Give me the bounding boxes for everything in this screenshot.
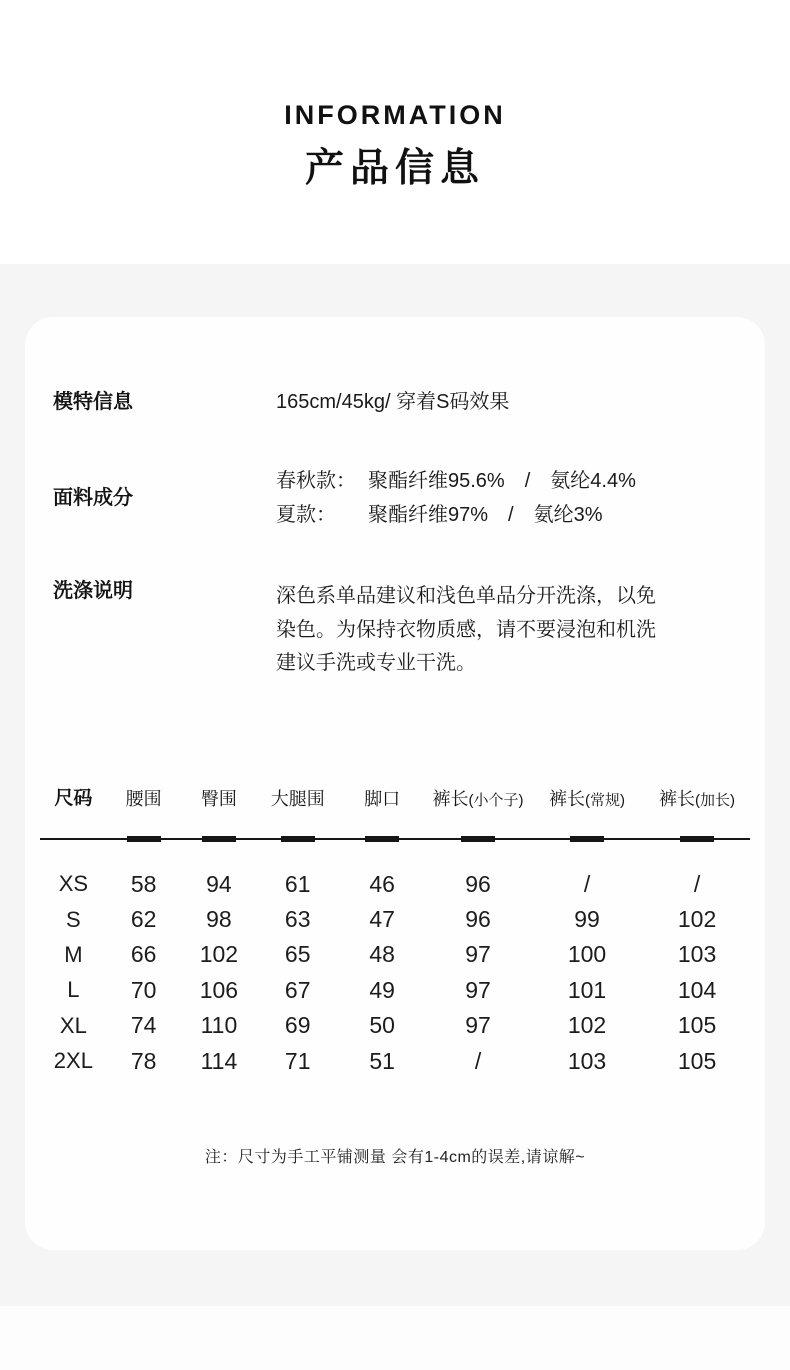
waist-cell: 70 xyxy=(130,976,157,1003)
column-header-label: 裤长 xyxy=(432,788,469,809)
column-header-sublabel: (加长) xyxy=(695,791,736,809)
size-cell: L xyxy=(67,977,80,1003)
legopening-cell: 47 xyxy=(369,906,395,933)
length-regular-cell: 103 xyxy=(567,1047,607,1074)
hip-cell: 114 xyxy=(200,1047,238,1074)
legopening-cell: 50 xyxy=(369,1012,395,1039)
fabric-info-value xyxy=(276,464,636,532)
waist-cell: 66 xyxy=(130,941,157,968)
column-header-label: 臀围 xyxy=(200,788,237,809)
length-regular-cell: 99 xyxy=(574,906,600,933)
legopening-cell: 48 xyxy=(369,941,395,968)
fabric-season-label: 春秋款： xyxy=(276,470,356,492)
fabric-secondary-content: 氨纶3% xyxy=(533,504,603,526)
legopening-cell: 46 xyxy=(369,870,395,897)
hip-cell: 106 xyxy=(199,976,239,1003)
thigh-cell: 63 xyxy=(284,906,311,933)
legopening-cell: 51 xyxy=(369,1047,395,1074)
product-info-rows xyxy=(40,391,750,681)
size-cell: S xyxy=(66,906,81,932)
column-header-length-extended xyxy=(644,787,750,813)
length-regular-cell: 100 xyxy=(567,941,607,968)
size-cell: XL xyxy=(59,1012,87,1038)
length-extended-cell: 105 xyxy=(677,1012,717,1039)
thigh-cell: 67 xyxy=(284,976,311,1003)
thigh-cell: 61 xyxy=(284,870,311,897)
size-cell: 2XL xyxy=(53,1048,93,1074)
table-row-s xyxy=(40,902,750,937)
length-regular-cell: / xyxy=(583,870,591,897)
fabric-info-row xyxy=(53,464,737,532)
page-title-zh: 产品信息 xyxy=(304,147,485,190)
column-header-label: 腰围 xyxy=(125,788,162,809)
divider-tick xyxy=(461,836,495,842)
length-petite-cell: 96 xyxy=(465,870,491,897)
length-petite-cell: 97 xyxy=(465,976,491,1003)
size-chart xyxy=(40,787,750,1079)
measurement-note: 注：尺寸为手工平铺测量 会有1-4cm的误差,请谅解~ xyxy=(204,1148,586,1166)
fabric-separator: / xyxy=(508,504,514,526)
fabric-main-content: 聚酯纤维95.6% xyxy=(368,470,505,492)
column-header-legopening xyxy=(338,787,426,813)
column-header-size xyxy=(40,787,107,813)
fabric-separator: / xyxy=(524,470,531,492)
length-petite-cell: 97 xyxy=(465,1012,491,1039)
thigh-cell: 69 xyxy=(284,1012,311,1039)
fabric-season-label: 夏款： xyxy=(276,504,336,526)
product-info-card xyxy=(25,317,765,1250)
divider-tick xyxy=(365,836,399,842)
washing-info-value xyxy=(276,580,656,681)
model-info-value: 165cm/45kg/ 穿着S码效果 xyxy=(276,391,510,413)
column-header-label: 尺码 xyxy=(54,787,93,809)
fabric-secondary-content: 氨纶4.4% xyxy=(550,470,636,492)
washing-info-row xyxy=(53,580,737,681)
washing-info-label: 洗涤说明 xyxy=(53,580,133,602)
column-header-thigh xyxy=(257,787,338,813)
hip-cell: 102 xyxy=(199,941,239,968)
hip-cell: 110 xyxy=(200,1012,238,1039)
fabric-line-summer xyxy=(276,498,636,532)
length-petite-cell: 96 xyxy=(465,906,491,933)
header-divider-line xyxy=(40,838,750,840)
length-extended-cell: 104 xyxy=(677,976,717,1003)
table-row-m xyxy=(40,937,750,972)
column-header-label: 裤长 xyxy=(549,788,585,809)
washing-text-line: 建议手洗或专业干洗。 xyxy=(276,652,476,674)
divider-tick xyxy=(570,836,604,842)
thigh-cell: 71 xyxy=(284,1047,311,1074)
divider-tick xyxy=(127,836,161,842)
size-chart-body xyxy=(40,867,750,1079)
fabric-main-content: 聚酯纤维97% xyxy=(368,504,489,526)
legopening-cell: 49 xyxy=(369,976,395,1003)
column-header-sublabel: (小个子) xyxy=(468,791,524,809)
table-row-l xyxy=(40,973,750,1008)
thigh-cell: 65 xyxy=(284,941,311,968)
size-cell: XS xyxy=(58,871,89,897)
hip-cell: 98 xyxy=(206,906,232,933)
size-chart-header xyxy=(40,787,750,813)
fabric-line-springfall xyxy=(276,464,636,498)
page-footer-spacer xyxy=(0,1306,790,1370)
size-cell: M xyxy=(64,941,83,967)
hip-cell: 94 xyxy=(206,870,232,897)
divider-tick xyxy=(680,836,714,842)
length-regular-cell: 101 xyxy=(567,976,607,1003)
length-extended-cell: 103 xyxy=(677,941,717,968)
column-header-hip xyxy=(181,787,258,813)
length-extended-cell: 102 xyxy=(677,906,717,933)
table-row-2xl xyxy=(40,1043,750,1078)
page-title-en: INFORMATION xyxy=(284,100,506,130)
waist-cell: 62 xyxy=(130,906,157,933)
column-header-label: 大腿围 xyxy=(270,788,325,809)
column-header-label: 裤长 xyxy=(659,788,696,809)
length-extended-cell: / xyxy=(693,870,701,897)
model-info-row xyxy=(53,391,737,413)
model-info-label: 模特信息 xyxy=(53,391,133,413)
waist-cell: 78 xyxy=(130,1047,157,1074)
washing-text-line: 深色系单品建议和浅色单品分开洗涤，以免 xyxy=(276,585,656,607)
table-row-xl xyxy=(40,1008,750,1043)
column-header-length-regular xyxy=(530,787,644,813)
length-petite-cell: 97 xyxy=(465,941,491,968)
table-row-xs xyxy=(40,867,750,902)
content-background xyxy=(0,264,790,1306)
column-header-waist xyxy=(107,787,181,813)
column-header-sublabel: (常规) xyxy=(585,791,625,809)
divider-tick xyxy=(281,836,315,842)
length-regular-cell: 102 xyxy=(567,1012,607,1039)
waist-cell: 58 xyxy=(130,870,157,897)
length-petite-cell: / xyxy=(474,1047,482,1074)
length-extended-cell: 105 xyxy=(677,1047,717,1074)
divider-tick xyxy=(202,836,236,842)
page-header xyxy=(0,0,790,264)
waist-cell: 74 xyxy=(130,1012,157,1039)
fabric-info-label: 面料成分 xyxy=(53,487,133,509)
washing-text-line: 染色。为保持衣物质感，请不要浸泡和机洗 xyxy=(276,618,656,641)
column-header-label: 脚口 xyxy=(364,788,401,809)
column-header-length-petite xyxy=(426,787,530,813)
